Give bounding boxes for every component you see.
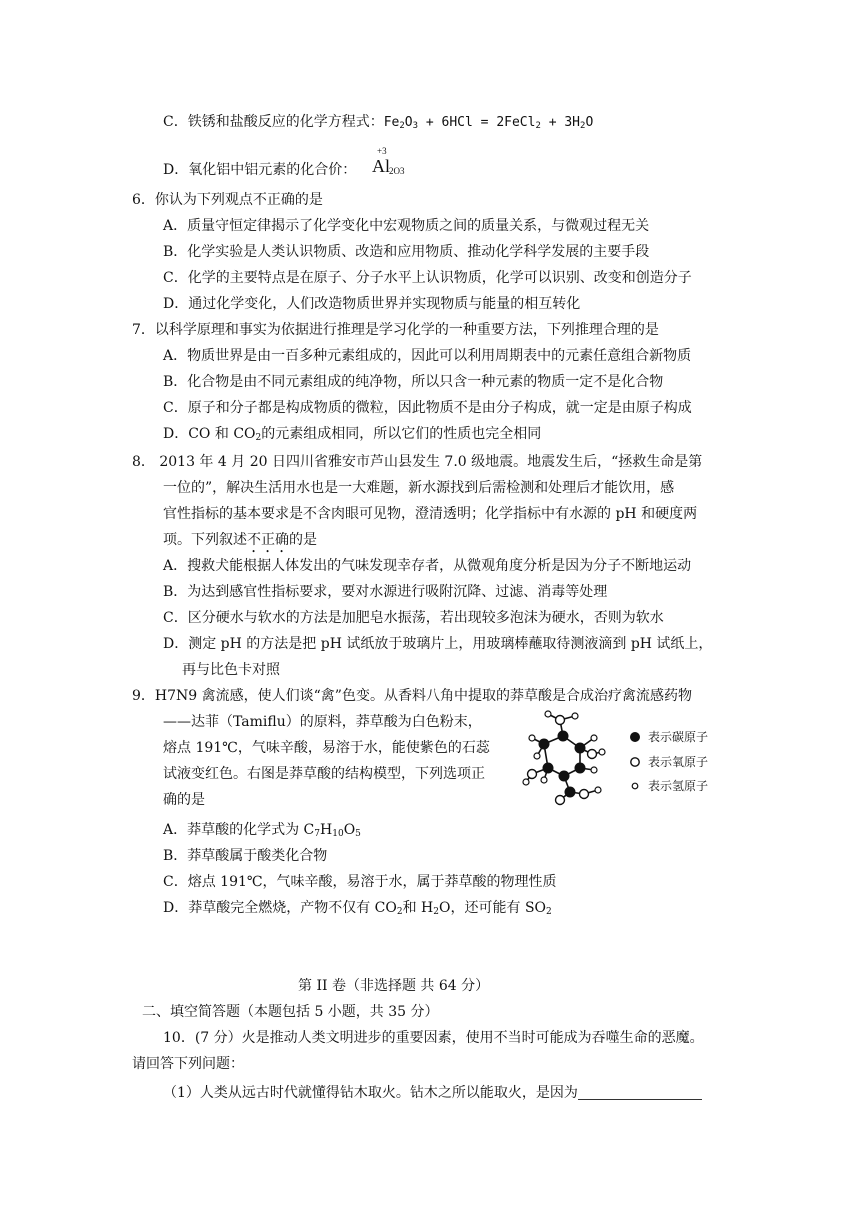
q10-stem-line1: 10．(7 分）火是推动人类文明进步的重要因素，使用不当时可能成为吞噬生命的恶魔。 bbox=[163, 1030, 704, 1046]
q8-stem-line1: 8． 2013 年 4 月 20 日四川省雅安市芦山县发生 7.0 级地震。地震发生后，“拯救生命是第 bbox=[132, 454, 703, 470]
q7-option-d: D．CO 和 $CO_2$的元素组成相同，所以它们的性质也完全相同 bbox=[163, 426, 542, 443]
q10-part1 bbox=[163, 1083, 702, 1103]
q5-equation: $Fe_2O_3 + 6HCl$ = 2FeCl$_2$ + $3H_2O$ bbox=[383, 115, 594, 131]
q10-stem-line2: 请回答下列问题： bbox=[132, 1056, 244, 1072]
part2-heading: 第 II 卷（非选择题 共 64 分） bbox=[298, 978, 490, 994]
carbon-atom bbox=[565, 787, 576, 798]
carbon-atom bbox=[558, 731, 569, 742]
q8-option-d-line2: 再与比色卡对照 bbox=[182, 662, 280, 678]
legend-oxygen: 表示氧原子 bbox=[648, 755, 709, 769]
legend-markers bbox=[628, 730, 644, 796]
hydrogen-atom bbox=[523, 779, 529, 785]
q9-stem-line5: 确的是 bbox=[163, 792, 205, 808]
q6-stem: 6．你认为下列观点不正确的是 bbox=[132, 192, 323, 208]
q6-option-c: C．化学的主要特点是在原子、分子水平上认识物质，化学可以识别、改变和创造分子 bbox=[163, 270, 692, 286]
oxygen-atom bbox=[580, 790, 589, 799]
q5-option-d bbox=[163, 160, 356, 180]
aluminum-symbol: Al bbox=[372, 156, 390, 176]
q5-option-c-text: C．铁锈和盐酸反应的化学方程式： bbox=[163, 114, 384, 130]
q9-option-b: B．莽草酸属于酸类化合物 bbox=[163, 848, 328, 864]
q8-option-d-line1: D．测定 pH 的方法是把 pH 试纸放于玻璃片上，用玻璃棒蘸取待测液滴到 pH 试纸上， bbox=[163, 636, 713, 652]
legend-oxygen-marker bbox=[631, 758, 639, 766]
aluminum-subscript: 2O3 bbox=[389, 166, 405, 176]
q8-stem-line3: 官性指标的基本要求是不含肉眼可见物，澄清透明；化学指标中有水源的 pH 和硬度两 bbox=[163, 506, 698, 522]
q5-option-c bbox=[163, 112, 593, 133]
carbon-atom bbox=[559, 771, 570, 782]
q8-stem-line4: 项。下列叙述不正确的是 bbox=[163, 532, 317, 548]
oxygen-atom bbox=[556, 796, 565, 805]
shikimic-acid-model bbox=[520, 708, 620, 808]
oxygen-atom bbox=[528, 770, 537, 779]
q9-stem-line3: 熔点 191℃，气味辛酸，易溶于水，能使紫色的石蕊 bbox=[163, 740, 490, 756]
carbon-atom bbox=[539, 739, 550, 750]
q9-stem-line2: ——达菲（Tamiflu）的原料，莽草酸为白色粉末， bbox=[163, 714, 482, 730]
q9-stem-line4: 试液变红色。右图是莽草酸的结构模型，下列选项正 bbox=[163, 766, 485, 782]
carbon-atom bbox=[575, 743, 586, 754]
hydrogen-atom bbox=[529, 735, 535, 741]
legend-hydrogen: 表示氢原子 bbox=[648, 779, 709, 793]
legend-carbon: 表示碳原子 bbox=[648, 730, 709, 744]
oxygen-atom bbox=[588, 750, 597, 759]
q8-stem-line2: 一位的”，解决生活用水也是一大难题，新水源找到后需检测和处理后才能饮用，感 bbox=[163, 480, 675, 496]
q7-option-a: A．物质世界是由一百多种元素组成的，因此可以利用周期表中的元素任意组合新物质 bbox=[163, 348, 692, 364]
q5-option-d-text: D．氧化铝中铝元素的化合价： bbox=[163, 162, 357, 178]
q9-stem-line1: 9．H7N9 禽流感，使人们谈“禽”色变。从香料八角中提取的莽草酸是合成治疗禽流感药物 bbox=[132, 688, 692, 704]
q10-part1-text: （1）人类从远古时代就懂得钻木取火。钻木之所以能取火，是因为 bbox=[163, 1085, 578, 1101]
oxygen-atom bbox=[556, 716, 565, 725]
hydrogen-atom bbox=[541, 777, 547, 783]
emphasis-not-correct: 不正确 bbox=[247, 532, 289, 548]
q8-option-c: C．区分硬水与软水的方法是加肥皂水振荡，若出现较多泡沫为硬水，否则为软水 bbox=[163, 610, 664, 626]
carbon-atom bbox=[575, 763, 586, 774]
valence-label: +3 bbox=[377, 146, 387, 156]
hydrogen-atom bbox=[572, 713, 578, 719]
q9-option-c: C．熔点 191℃，气味辛酸，易溶于水，属于莽草酸的物理性质 bbox=[163, 874, 557, 890]
q6-option-d: D．通过化学变化，人们改造物质世界并实现物质与能量的相互转化 bbox=[163, 296, 581, 312]
hydrogen-atom bbox=[595, 787, 601, 793]
q7-stem: 7．以科学原理和事实为依据进行推理是学习化学的一种重要方法，下列推理合理的是 bbox=[132, 322, 659, 338]
q8-option-b: B．为达到感官性指标要求，要对水源进行吸附沉降、过滤、消毒等处理 bbox=[163, 584, 608, 600]
hydrogen-atom bbox=[545, 711, 551, 717]
q9-option-a: A．莽草酸的化学式为 $C_7H_{10}O_5$ bbox=[163, 822, 361, 839]
answer-blank[interactable] bbox=[578, 1085, 702, 1100]
hydrogen-atom bbox=[591, 735, 597, 741]
legend-hydrogen-marker bbox=[632, 783, 638, 789]
q7-option-b: B．化合物是由不同元素组成的纯净物，所以只含一种元素的物质一定不是化合物 bbox=[163, 374, 664, 390]
hydrogen-atom bbox=[591, 767, 597, 773]
q9-option-d: D．莽草酸完全燃烧，产物不仅有 $CO_2$和 $H_2O$，还可能有 $SO_2$ bbox=[163, 900, 552, 917]
q6-option-a: A．质量守恒定律揭示了化学变化中宏观物质之间的质量关系，与微观过程无关 bbox=[163, 218, 650, 234]
hydrogen-atom bbox=[599, 749, 605, 755]
q8-option-a: A．搜救犬能根据人体发出的气味发现幸存者，从微观角度分析是因为分子不断地运动 bbox=[163, 558, 692, 574]
hydrogen-atom bbox=[534, 753, 540, 759]
legend-carbon-marker bbox=[630, 732, 640, 742]
q7-option-c: C．原子和分子都是构成物质的微粒，因此物质不是由分子构成，就一定是由原子构成 bbox=[163, 400, 692, 416]
part2-section-title: 二、填空简答题（本题包括 5 小题，共 35 分） bbox=[142, 1004, 439, 1020]
carbon-atom bbox=[543, 763, 554, 774]
q6-option-b: B．化学实验是人类认识物质、改造和应用物质、推动化学科学发展的主要手段 bbox=[163, 244, 650, 260]
